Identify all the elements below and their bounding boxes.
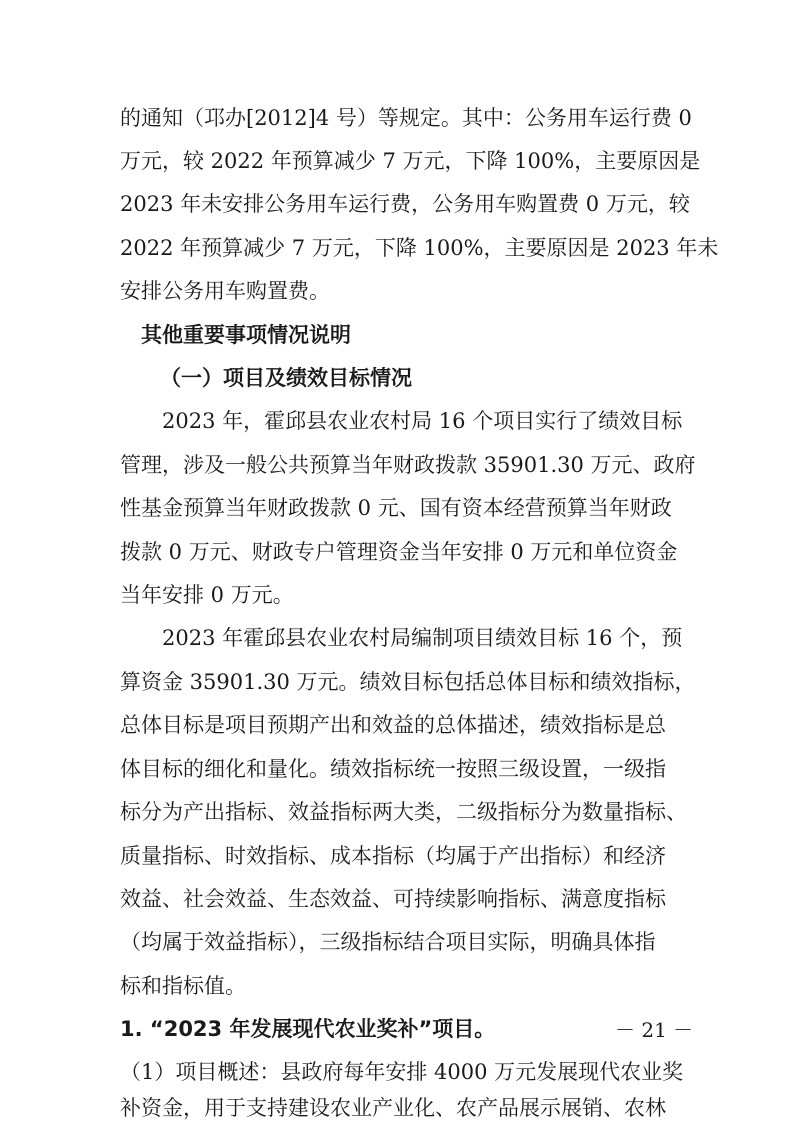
text-line: 安排公务用车购置费。 (120, 279, 330, 303)
text-line: 标和指标值。 (120, 974, 246, 998)
text-line: 总体目标是项目预期产出和效益的总体描述，绩效指标是总 (120, 713, 666, 737)
text-line: 2022 年预算减少 7 万元，下降 100%，主要原因是 2023 年未 (120, 236, 719, 260)
text-line: （1）项目概述：县政府每年安排 4000 万元发展现代农业奖 (120, 1060, 684, 1084)
text-line: 2023 年未安排公务用车运行费，公务用车购置费 0 万元，较 (120, 192, 690, 216)
text-line: 拨款 0 万元、财政专户管理资金当年安排 0 万元和单位资金 (120, 540, 678, 564)
text-line: （均属于效益指标），三级指标结合项目实际，明确具体指 (120, 930, 656, 954)
text-line: 算资金 35901.30 万元。绩效目标包括总体目标和绩效指标， (120, 670, 696, 694)
text-line: 的通知（邛办[2012]4 号）等规定。其中：公务用车运行费 0 (120, 106, 692, 130)
subsection-heading: （一）项目及绩效目标情况 (160, 366, 412, 390)
text-line: 质量指标、时效指标、成本指标（均属于产出指标）和经济 (120, 844, 666, 868)
section-heading: 其他重要事项情况说明 (141, 323, 351, 347)
text-line: 补资金，用于支持建设农业产业化、农产品展示展销、农林 (120, 1096, 666, 1120)
paragraph-start-line: 2023 年，霍邱县农业农村局 16 个项目实行了绩效目标 (162, 409, 683, 433)
text-line: 万元，较 2022 年预算减少 7 万元，下降 100%，主要原因是 (120, 149, 701, 173)
text-line: 当年安排 0 万元。 (120, 583, 294, 607)
page-number: － 21 － (615, 1018, 694, 1042)
text-line: 标分为产出指标、效益指标两大类，二级指标分为数量指标、 (120, 800, 687, 824)
text-line: 管理，涉及一般公共预算当年财政拨款 35901.30 万元、政府 (120, 453, 696, 477)
text-line: 性基金预算当年财政拨款 0 元、国有资本经营预算当年财政 (120, 496, 672, 520)
item-heading: 1. “2023 年发展现代农业奖补”项目。 (120, 1017, 496, 1041)
paragraph-start-line: 2023 年霍邱县农业农村局编制项目绩效目标 16 个，预 (162, 626, 683, 650)
text-line: 效益、社会效益、生态效益、可持续影响指标、满意度指标 (120, 887, 666, 911)
text-line: 体目标的细化和量化。绩效指标统一按照三级设置，一级指 (120, 757, 666, 781)
